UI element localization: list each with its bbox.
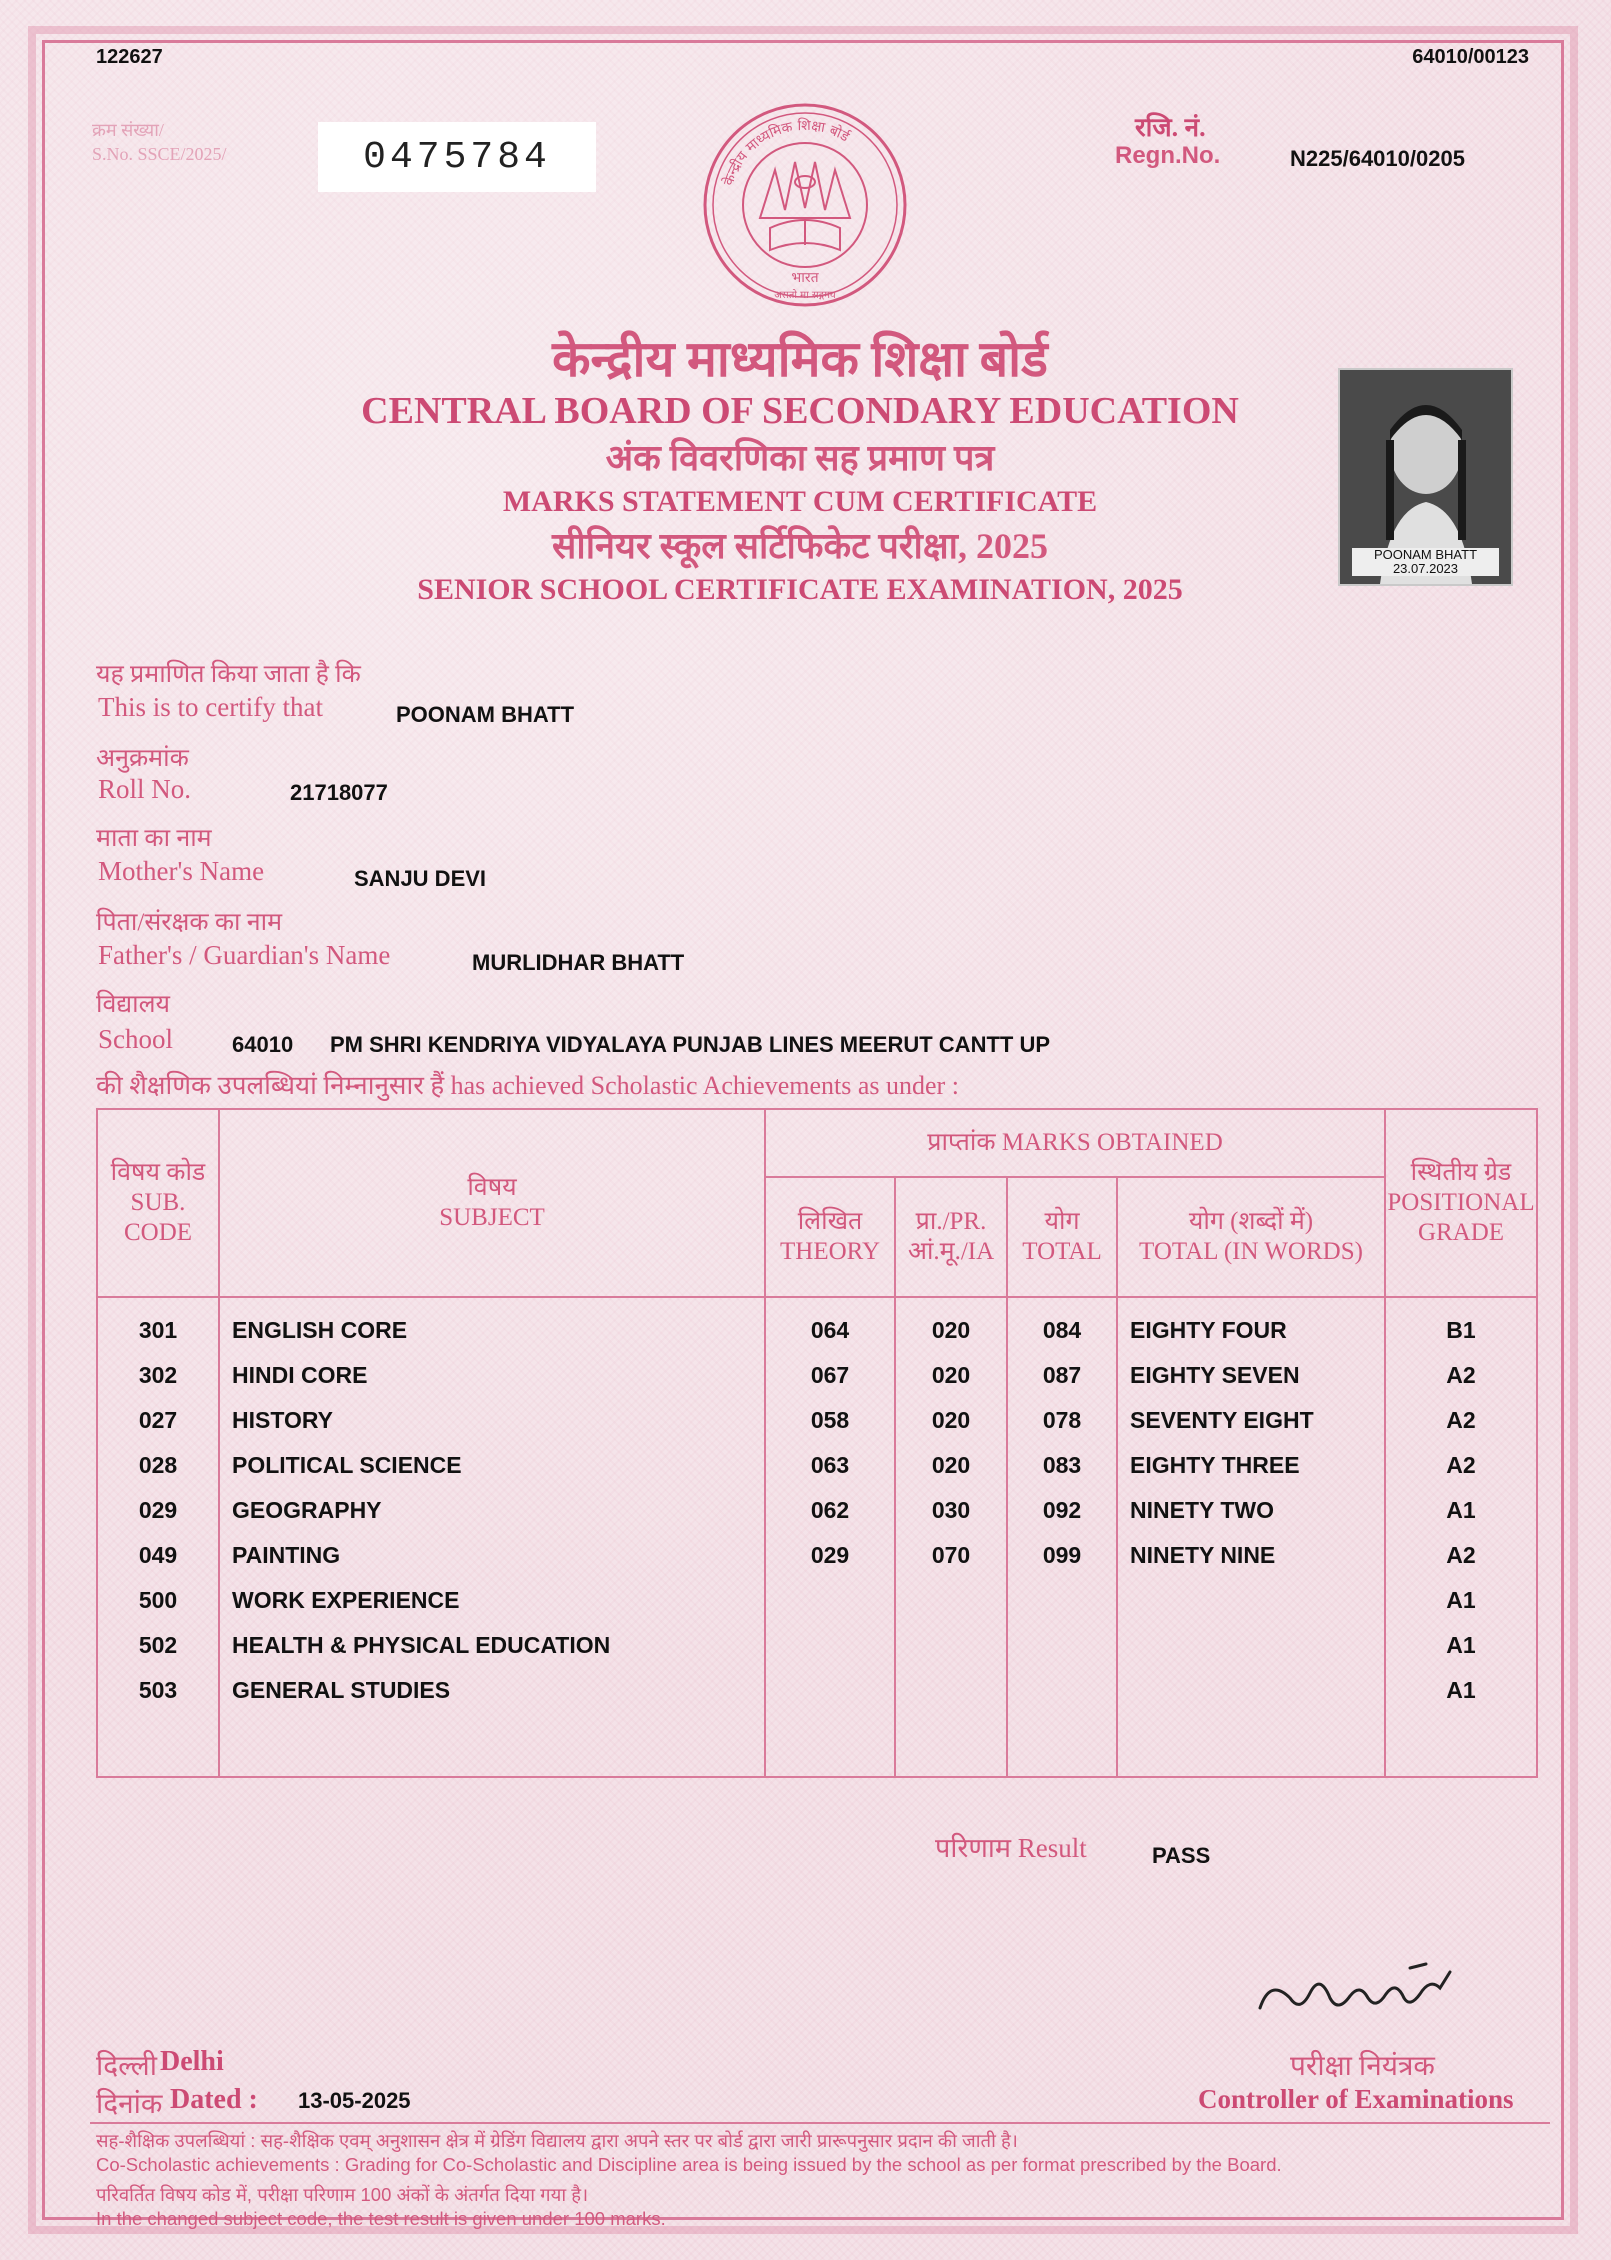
subject-cell: ENGLISH CORE bbox=[219, 1297, 765, 1353]
school-name: PM SHRI KENDRIYA VIDYALAYA PUNJAB LINES MEERUT CANTT UP bbox=[330, 1032, 1051, 1057]
result-label-hi: परिणाम bbox=[935, 1833, 1012, 1863]
total-words-header-hi: योग (शब्दों में) bbox=[1188, 1208, 1314, 1235]
title-block bbox=[300, 330, 1300, 610]
serial-label-hi: क्रम संख्या/ bbox=[92, 120, 164, 140]
footer-divider bbox=[90, 2122, 1550, 2124]
school-code: 64010 bbox=[232, 1032, 294, 1057]
grade-cell: A1 bbox=[1385, 1488, 1537, 1533]
table-row bbox=[97, 1488, 1537, 1533]
theory-header-hi: लिखित bbox=[797, 1208, 863, 1235]
roll-label-en: Roll No. bbox=[98, 774, 192, 804]
total-header-hi: योग bbox=[1044, 1208, 1080, 1235]
total-cell: 078 bbox=[1007, 1398, 1117, 1443]
sub-code-header-en-1: SUB. bbox=[130, 1189, 186, 1216]
theory-cell: 029 bbox=[765, 1533, 895, 1578]
cbse-emblem-icon bbox=[700, 100, 910, 310]
grade-header bbox=[1385, 1109, 1537, 1297]
words-cell: EIGHTY THREE bbox=[1117, 1443, 1385, 1488]
theory-cell bbox=[765, 1668, 895, 1713]
theory-header-en: THEORY bbox=[780, 1238, 880, 1265]
pr-cell: 030 bbox=[895, 1488, 1007, 1533]
words-cell: NINETY NINE bbox=[1117, 1533, 1385, 1578]
subject-cell: PAINTING bbox=[219, 1533, 765, 1578]
words-cell: EIGHTY SEVEN bbox=[1117, 1353, 1385, 1398]
grade-cell: B1 bbox=[1385, 1297, 1537, 1353]
theory-cell bbox=[765, 1578, 895, 1623]
doc-title-en: MARKS STATEMENT CUM CERTIFICATE bbox=[502, 485, 1098, 518]
regn-label-en: Regn.No. bbox=[1115, 142, 1221, 169]
result-value: PASS bbox=[1152, 1843, 1211, 1868]
subject-header bbox=[219, 1109, 765, 1297]
pr-cell: 070 bbox=[895, 1533, 1007, 1578]
sub-code-cell: 500 bbox=[97, 1578, 219, 1623]
table-row bbox=[97, 1668, 1537, 1713]
theory-cell: 067 bbox=[765, 1353, 895, 1398]
father-name: MURLIDHAR BHATT bbox=[472, 950, 685, 975]
pr-cell: 020 bbox=[895, 1353, 1007, 1398]
subject-cell: HINDI CORE bbox=[219, 1353, 765, 1398]
words-cell bbox=[1117, 1668, 1385, 1713]
theory-cell: 062 bbox=[765, 1488, 895, 1533]
sub-code-cell: 301 bbox=[97, 1297, 219, 1353]
subject-cell: GEOGRAPHY bbox=[219, 1488, 765, 1533]
serial-label bbox=[92, 118, 227, 166]
place-label-hi: दिल्ली bbox=[96, 2051, 157, 2082]
theory-cell: 064 bbox=[765, 1297, 895, 1353]
words-cell bbox=[1117, 1578, 1385, 1623]
mother-name: SANJU DEVI bbox=[354, 866, 487, 891]
grade-cell: A1 bbox=[1385, 1668, 1537, 1713]
regn-label-hi: रजि. नं. bbox=[1135, 113, 1206, 142]
sub-code-cell: 028 bbox=[97, 1443, 219, 1488]
signature-icon bbox=[1250, 1958, 1490, 2028]
photo-caption-name: POONAM BHATT bbox=[1373, 547, 1478, 562]
table-row bbox=[97, 1623, 1537, 1668]
result-label-en: Result bbox=[1017, 1833, 1087, 1863]
note-2-hi: परिवर्तित विषय कोड में, परीक्षा परिणाम 100 अंकों के अंतर्गत दिया गया है। bbox=[96, 2184, 589, 2205]
candidate-photo bbox=[1338, 368, 1513, 586]
subject-cell: WORK EXPERIENCE bbox=[219, 1578, 765, 1623]
grade-cell: A2 bbox=[1385, 1443, 1537, 1488]
note-2-en: In the changed subject code, the test result is given under 100 marks. bbox=[96, 2208, 666, 2229]
marks-table-body bbox=[97, 1297, 1537, 1777]
total-header bbox=[1007, 1177, 1117, 1297]
serial-number: 0475784 bbox=[318, 122, 596, 192]
words-cell: NINETY TWO bbox=[1117, 1488, 1385, 1533]
dated-label-en: Dated : bbox=[170, 2084, 258, 2115]
controller-label-en: Controller of Examinations bbox=[1198, 2084, 1514, 2114]
pr-cell: 020 bbox=[895, 1297, 1007, 1353]
total-cell bbox=[1007, 1623, 1117, 1668]
marks-obtained-header: प्राप्तांक MARKS OBTAINED bbox=[765, 1109, 1385, 1177]
table-filler-row bbox=[97, 1713, 1537, 1777]
theory-cell bbox=[765, 1623, 895, 1668]
achieved-label-en: has achieved Scholastic Achievements as under : bbox=[450, 1071, 959, 1100]
sub-code-header-hi: विषय कोड bbox=[110, 1159, 206, 1186]
sub-code-cell: 302 bbox=[97, 1353, 219, 1398]
achieved-label-hi: की शैक्षणिक उपलब्धियां निम्नानुसार हैं bbox=[96, 1071, 445, 1100]
sub-code-cell: 502 bbox=[97, 1623, 219, 1668]
school-label-en: School bbox=[98, 1024, 174, 1054]
emblem-mid-text: भारत bbox=[791, 270, 819, 286]
total-words-header bbox=[1117, 1177, 1385, 1297]
grade-cell: A2 bbox=[1385, 1398, 1537, 1443]
achieved-line bbox=[96, 1066, 959, 1102]
sub-code-cell: 027 bbox=[97, 1398, 219, 1443]
dated-label-hi: दिनांक bbox=[96, 2089, 163, 2120]
pr-header: प्रा./PR. bbox=[915, 1208, 987, 1235]
sub-code-header-en-2: CODE bbox=[123, 1219, 193, 1246]
ia-header: आं.मू./IA bbox=[907, 1238, 995, 1265]
sub-code-header bbox=[97, 1109, 219, 1297]
mother-label-en: Mother's Name bbox=[98, 856, 265, 886]
serial-label-en: S.No. SSCE/2025/ bbox=[92, 144, 227, 164]
grade-cell: A1 bbox=[1385, 1578, 1537, 1623]
theory-cell: 058 bbox=[765, 1398, 895, 1443]
grade-cell: A2 bbox=[1385, 1353, 1537, 1398]
total-cell bbox=[1007, 1578, 1117, 1623]
regn-number: N225/64010/0205 bbox=[1290, 146, 1465, 171]
pr-cell bbox=[895, 1623, 1007, 1668]
subject-header-en: SUBJECT bbox=[439, 1204, 545, 1231]
grade-cell: A1 bbox=[1385, 1623, 1537, 1668]
roll-label-hi: अनुक्रमांक bbox=[96, 745, 189, 772]
words-cell: EIGHTY FOUR bbox=[1117, 1297, 1385, 1353]
theory-cell: 063 bbox=[765, 1443, 895, 1488]
pr-ia-header bbox=[895, 1177, 1007, 1297]
mother-label-hi: माता का नाम bbox=[96, 825, 212, 852]
total-cell: 099 bbox=[1007, 1533, 1117, 1578]
board-title-en: CENTRAL BOARD OF SECONDARY EDUCATION bbox=[361, 390, 1239, 432]
sub-code-cell: 049 bbox=[97, 1533, 219, 1578]
pr-cell: 020 bbox=[895, 1398, 1007, 1443]
total-cell: 087 bbox=[1007, 1353, 1117, 1398]
controller-label-hi: परीक्षा नियंत्रक bbox=[1290, 2051, 1435, 2082]
photo-caption bbox=[1352, 548, 1499, 576]
total-words-header-en: TOTAL (IN WORDS) bbox=[1139, 1238, 1363, 1265]
sub-code-cell: 029 bbox=[97, 1488, 219, 1533]
marks-header-row-1 bbox=[97, 1109, 1537, 1177]
table-row bbox=[97, 1353, 1537, 1398]
table-row bbox=[97, 1443, 1537, 1488]
pr-cell bbox=[895, 1578, 1007, 1623]
marks-table bbox=[96, 1108, 1538, 1778]
result-label bbox=[935, 1828, 1087, 1865]
father-label-en: Father's / Guardian's Name bbox=[98, 940, 391, 970]
pr-cell bbox=[895, 1668, 1007, 1713]
emblem-top-text: केन्द्रीय माध्यमिक शिक्षा बोर्ड bbox=[720, 117, 852, 188]
top-right-code: 64010/00123 bbox=[1412, 46, 1529, 68]
total-cell: 083 bbox=[1007, 1443, 1117, 1488]
note-1-hi: सह-शैक्षिक उपलब्धियां : सह-शैक्षिक एवम् अनुशासन क्षेत्र में ग्रेडिंग विद्यालय द्वारा अपने स्तर पर बोर्ड द्वारा जारी प्रारूपनुसार प्रदान की जाती है। bbox=[96, 2130, 1018, 2151]
place-label-en: Delhi bbox=[160, 2046, 224, 2077]
photo-caption-date: 23.07.2023 bbox=[1392, 561, 1459, 576]
exam-title-hi: सीनियर स्कूल सर्टिफिकेट परीक्षा, 2025 bbox=[552, 526, 1048, 566]
theory-header bbox=[765, 1177, 895, 1297]
table-row bbox=[97, 1297, 1537, 1353]
issue-date: 13-05-2025 bbox=[298, 2088, 411, 2113]
emblem-bottom-text: असतो मा सद्गमय bbox=[774, 290, 836, 301]
candidate-name: POONAM BHATT bbox=[396, 702, 575, 727]
table-row bbox=[97, 1533, 1537, 1578]
subject-header-hi: विषय bbox=[467, 1174, 517, 1201]
grade-cell: A2 bbox=[1385, 1533, 1537, 1578]
board-title-hi: केन्द्रीय माध्यमिक शिक्षा बोर्ड bbox=[552, 331, 1048, 387]
certify-label-hi: यह प्रमाणित किया जाता है कि bbox=[96, 661, 361, 688]
grade-header-en-1: POSITIONAL bbox=[1387, 1189, 1535, 1216]
roll-number: 21718077 bbox=[290, 780, 388, 805]
total-cell: 092 bbox=[1007, 1488, 1117, 1533]
note-1-en: Co-Scholastic achievements : Grading for Co-Scholastic and Discipline area is being issued by the school as per format prescribed by the Board. bbox=[96, 2154, 1282, 2175]
table-row bbox=[97, 1578, 1537, 1623]
subject-cell: HISTORY bbox=[219, 1398, 765, 1443]
sub-code-cell: 503 bbox=[97, 1668, 219, 1713]
subject-cell: GENERAL STUDIES bbox=[219, 1668, 765, 1713]
words-cell: SEVENTY EIGHT bbox=[1117, 1398, 1385, 1443]
certify-label-en: This is to certify that bbox=[98, 692, 323, 722]
father-label-hi: पिता/संरक्षक का नाम bbox=[96, 909, 283, 936]
total-header-en: TOTAL bbox=[1022, 1238, 1102, 1265]
doc-title-hi: अंक विवरणिका सह प्रमाण पत्र bbox=[605, 438, 995, 478]
exam-title-en: SENIOR SCHOOL CERTIFICATE EXAMINATION, 2025 bbox=[417, 573, 1183, 606]
subject-cell: HEALTH & PHYSICAL EDUCATION bbox=[219, 1623, 765, 1668]
total-cell: 084 bbox=[1007, 1297, 1117, 1353]
total-cell bbox=[1007, 1668, 1117, 1713]
table-row bbox=[97, 1398, 1537, 1443]
subject-cell: POLITICAL SCIENCE bbox=[219, 1443, 765, 1488]
school-label-hi: विद्यालय bbox=[96, 991, 171, 1018]
grade-header-hi: स्थितीय ग्रेड bbox=[1410, 1159, 1512, 1186]
grade-header-en-2: GRADE bbox=[1417, 1219, 1505, 1246]
top-left-code: 122627 bbox=[96, 46, 163, 68]
words-cell bbox=[1117, 1623, 1385, 1668]
pr-cell: 020 bbox=[895, 1443, 1007, 1488]
